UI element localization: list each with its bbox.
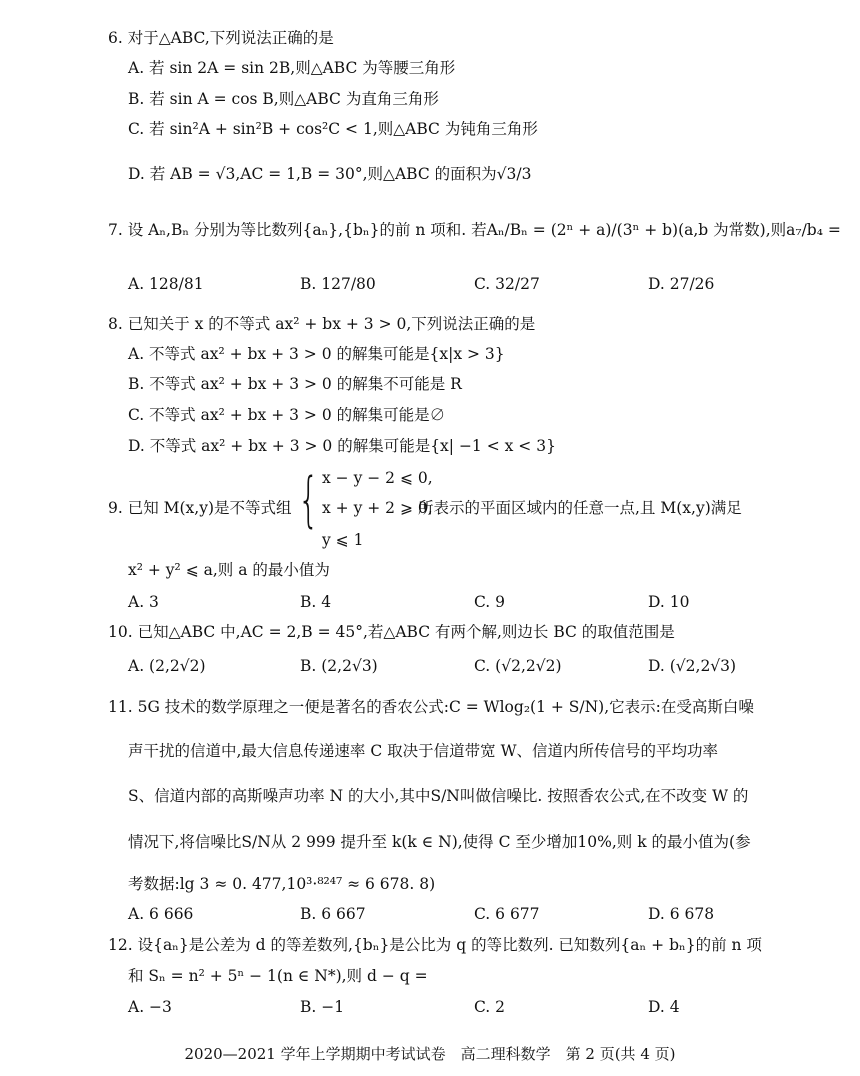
question-10-option-c: C. (√2,2√2)	[474, 657, 562, 675]
question-12-option-a: A. −3	[128, 998, 172, 1016]
question-7-option-a: A. 128/81	[128, 275, 204, 293]
question-6-option-c: C. 若 sin²A + sin²B + cos²C < 1,则△ABC 为钝角三角形	[128, 120, 538, 138]
question-8-option-b: B. 不等式 ax² + bx + 3 > 0 的解集不可能是 R	[128, 375, 462, 393]
question-6-option-a: A. 若 sin 2A = sin 2B,则△ABC 为等腰三角形	[128, 59, 456, 77]
question-11-line-1: 11. 5G 技术的数学原理之一便是著名的香农公式:C = Wlog₂(1 + S/N),它表示:在受高斯白噪	[108, 698, 754, 716]
question-7-option-d: D. 27/26	[648, 275, 715, 293]
question-8-option-c: C. 不等式 ax² + bx + 3 > 0 的解集可能是∅	[128, 406, 446, 424]
question-11-option-d: D. 6 678	[648, 905, 715, 923]
question-9-stem-line-2: x² + y² ⩽ a,则 a 的最小值为	[128, 561, 330, 579]
question-8-option-d: D. 不等式 ax² + bx + 3 > 0 的解集可能是{x| −1 < x < 3}	[128, 437, 556, 455]
question-12-option-b: B. −1	[300, 998, 345, 1016]
question-9-option-d: D. 10	[648, 593, 690, 611]
question-10-option-b: B. (2,2√3)	[300, 657, 378, 675]
question-6-option-d: D. 若 AB = √3,AC = 1,B = 30°,则△ABC 的面积为√3/3	[128, 165, 532, 183]
question-11-option-b: B. 6 667	[300, 905, 366, 923]
question-9-option-c: C. 9	[474, 593, 506, 611]
question-12-option-d: D. 4	[648, 998, 680, 1016]
question-11-line-3: S、信道内部的高斯噪声功率 N 的大小,其中S/N叫做信噪比. 按照香农公式,在不改变 W 的	[128, 787, 749, 805]
question-12-line-1: 12. 设{aₙ}是公差为 d 的等差数列,{bₙ}是公比为 q 的等比数列. 已知数列{aₙ + bₙ}的前 n 项	[108, 936, 762, 954]
question-9-system-line-3: y ⩽ 1	[322, 531, 364, 549]
question-11-option-a: A. 6 666	[128, 905, 194, 923]
question-6-option-b: B. 若 sin A = cos B,则△ABC 为直角三角形	[128, 90, 439, 108]
question-7-option-c: C. 32/27	[474, 275, 540, 293]
question-8-option-a: A. 不等式 ax² + bx + 3 > 0 的解集可能是{x|x > 3}	[128, 345, 505, 363]
question-9-system-line-1: x − y − 2 ⩽ 0,	[322, 469, 433, 487]
question-9-stem-post: 所表示的平面区域内的任意一点,且 M(x,y)满足	[418, 499, 742, 517]
question-12-option-c: C. 2	[474, 998, 506, 1016]
question-8-stem: 8. 已知关于 x 的不等式 ax² + bx + 3 > 0,下列说法正确的是	[108, 315, 536, 333]
page-footer: 2020—2021 学年上学期期中考试试卷 高二理科数学 第 2 页(共 4 页)	[184, 1045, 676, 1063]
question-11-line-4: 情况下,将信噪比S/N从 2 999 提升至 k(k ∈ N),使得 C 至少增加10%,则 k 的最小值为(参	[128, 833, 751, 851]
question-10-option-a: A. (2,2√2)	[128, 657, 206, 675]
system-brace: {	[298, 465, 320, 535]
question-10-option-d: D. (√2,2√3)	[648, 657, 737, 675]
question-11-option-c: C. 6 677	[474, 905, 540, 923]
question-9-stem-pre: 9. 已知 M(x,y)是不等式组	[108, 499, 292, 517]
question-10-stem: 10. 已知△ABC 中,AC = 2,B = 45°,若△ABC 有两个解,则边长 BC 的取值范围是	[108, 623, 675, 641]
question-7-stem: 7. 设 Aₙ,Bₙ 分别为等比数列{aₙ},{bₙ}的前 n 项和. 若Aₙ/Bₙ = (2ⁿ + a)/(3ⁿ + b)(a,b 为常数),则a₇/b₄ =	[108, 221, 841, 239]
question-9-option-a: A. 3	[128, 593, 159, 611]
question-6-stem: 6. 对于△ABC,下列说法正确的是	[108, 29, 334, 47]
question-11-line-2: 声干扰的信道中,最大信息传递速率 C 取决于信道带宽 W、信道内所传信号的平均功率	[128, 742, 719, 760]
question-11-line-5: 考数据:lg 3 ≈ 0. 477,10³·⁸²⁴⁷ ≈ 6 678. 8)	[128, 875, 436, 893]
question-12-line-2: 和 Sₙ = n² + 5ⁿ − 1(n ∈ N*),则 d − q =	[128, 967, 428, 985]
question-9-system-line-2: x + y + 2 ⩾ 0,	[322, 499, 433, 517]
question-7-option-b: B. 127/80	[300, 275, 376, 293]
question-9-option-b: B. 4	[300, 593, 332, 611]
